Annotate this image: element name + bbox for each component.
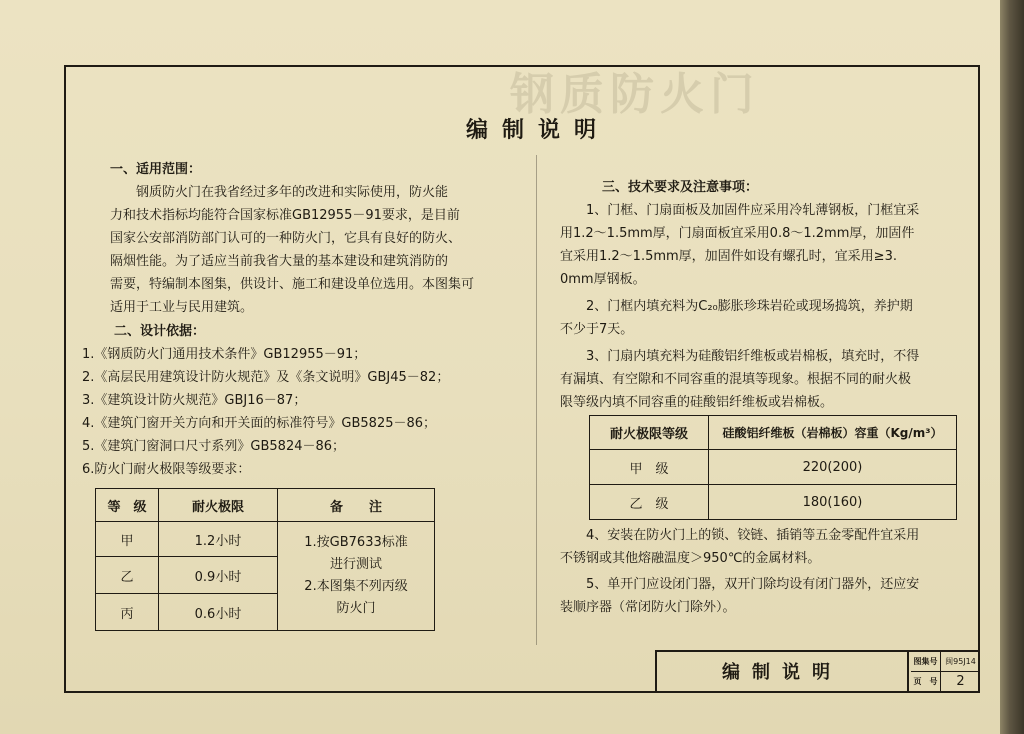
column-divider	[536, 155, 537, 645]
paragraph-line: 1、门框、门扇面板及加固件应采用冷轧薄钢板，门框宜采	[586, 203, 920, 218]
page-title: 编制说明	[466, 117, 611, 143]
list-item: 2.《高层民用建筑设计防火规范》及《条文说明》GBJ45－82；	[82, 370, 450, 385]
paragraph-line: 国家公安部消防部门认可的一种防火门，它具有良好的防火、	[110, 231, 462, 246]
density-cell: 220(200)	[709, 450, 957, 485]
table-row	[590, 450, 957, 485]
grade-cell: 乙	[96, 557, 159, 594]
table-header: 备 注	[278, 489, 435, 522]
book-spine	[1000, 0, 1024, 734]
list-item: 4.《建筑门窗开关方向和开关面的标准符号》GB5825－86；	[82, 416, 437, 431]
section-technical-cont	[560, 524, 960, 619]
page-number: 2	[956, 674, 965, 689]
paragraph-line: 2、门框内填充料为C₂₀膨胀珍珠岩砼或现场捣筑，养护期	[586, 299, 913, 314]
table-header: 耐火极限	[159, 489, 278, 522]
note-line: 1.按GB7633标准	[304, 535, 408, 550]
title-block-name: 编制说明	[657, 652, 909, 693]
section-heading: 三、技术要求及注意事项：	[602, 180, 759, 195]
paragraph-line: 适用于工业与民用建筑。	[110, 300, 254, 315]
grade-cell: 甲	[96, 522, 159, 557]
table-header: 硅酸铝纤维板（岩棉板）容重（Kg/m³）	[709, 416, 957, 450]
page-label: 页 号	[911, 672, 941, 693]
paragraph-line: 宜采用1.2～1.5mm厚，加固件如设有螺孔时，宜采用≥3.	[560, 249, 897, 264]
list-item: 5.《建筑门窗洞口尺寸系列》GB5824－86；	[82, 439, 346, 454]
section-technical	[560, 176, 960, 414]
paragraph-line: 0mm厚钢板。	[560, 272, 646, 287]
paragraph-line: 用1.2～1.5mm厚，门扇面板宜采用0.8～1.2mm厚，加固件	[560, 226, 915, 241]
section-heading: 一、适用范围：	[110, 162, 202, 177]
density-cell: 180(160)	[709, 485, 957, 520]
table-row	[96, 522, 435, 557]
atlas-number: 闽95J14	[941, 652, 980, 672]
paragraph-line: 限等级内填不同容重的硅酸铝纤维板或岩棉板。	[560, 395, 834, 410]
paragraph-line: 需要，特编制本图集，供设计、施工和建设单位选用。本图集可	[110, 277, 475, 292]
table-row	[590, 485, 957, 520]
basis-list	[82, 343, 522, 481]
limit-cell: 1.2小时	[159, 522, 278, 557]
table-header: 耐火极限等级	[590, 416, 709, 450]
atlas-label: 图集号	[911, 652, 941, 672]
paragraph-line: 3、门扇内填充料为硅酸铝纤维板或岩棉板，填充时，不得	[586, 349, 920, 364]
note-line: 进行测试	[329, 557, 382, 572]
density-table	[589, 415, 957, 520]
note-line: 防火门	[336, 601, 376, 616]
paragraph-line: 力和技术指标均能符合国家标准GB12955－91要求，是目前	[110, 208, 460, 223]
note-line: 2.本图集不列丙级	[304, 579, 408, 594]
grade-cell: 丙	[96, 594, 159, 631]
section-basis	[110, 320, 530, 343]
section-heading: 二、设计依据：	[114, 324, 206, 339]
paragraph-line: 装顺序器（常闭防火门除外）。	[560, 600, 736, 615]
list-item: 6.防火门耐火极限等级要求：	[82, 462, 251, 477]
fire-rating-table	[95, 488, 435, 631]
paragraph-line: 4、安装在防火门上的锁、铰链、插销等五金零配件宜采用	[586, 528, 920, 543]
title-block	[655, 650, 980, 693]
section-scope	[110, 158, 520, 319]
limit-cell: 0.9小时	[159, 557, 278, 594]
paragraph-line: 不锈钢或其他熔融温度＞950℃的金属材料。	[560, 551, 821, 566]
paragraph-line: 5、单开门应设闭门器，双开门除均设有闭门器外，还应安	[586, 577, 920, 592]
paragraph-line: 不少于7天。	[560, 322, 634, 337]
table-header: 等 级	[96, 489, 159, 522]
paragraph-line: 隔烟性能。为了适应当前我省大量的基本建设和建筑消防的	[110, 254, 449, 269]
bleed-through-title: 钢质防火门	[510, 69, 760, 120]
limit-cell: 0.6小时	[159, 594, 278, 631]
grade-cell: 乙 级	[590, 485, 709, 520]
list-item: 1.《钢质防火门通用技术条件》GB12955－91；	[82, 347, 367, 362]
notes-cell	[278, 522, 435, 631]
paragraph-line: 钢质防火门在我省经过多年的改进和实际使用，防火能	[136, 185, 449, 200]
paragraph-line: 有漏填、有空隙和不同容重的混填等现象。根据不同的耐火极	[560, 372, 912, 387]
grade-cell: 甲 级	[590, 450, 709, 485]
list-item: 3.《建筑设计防火规范》GBJ16－87；	[82, 393, 307, 408]
